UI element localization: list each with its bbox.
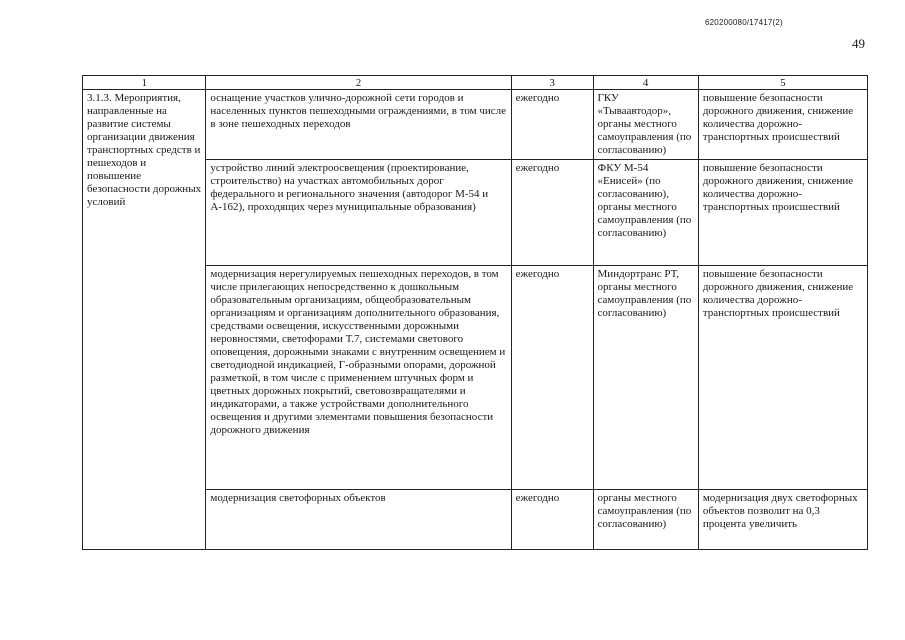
measure-text: модернизация нерегулируемых пешеходных переходов, в том числе прилегающих непосредственно к дошкольным образовательным организациям, общеобразовательным организациям и организациям дополнительного образования, средствами освещения, искусственными дорожными неровностями, светофорами Т.7, системами светового оповещения, дорожными знаками с внутренним освещением и светодиодной индикацией, Г-образными опорами, дорожной разметкой, в том числе с применением штучных форм и цветных дорожных покрытий, световозвращателями и индикаторами, а также устройствами дополнительного освещения и другими элементами повышения безопасности дорожного движения: [210, 268, 506, 436]
column-number-5: 5: [698, 76, 867, 90]
column-number-row: [83, 76, 868, 90]
result-text: повышение безопасности дорожного движения, снижение количества дорожно-транспортных происшествий: [702, 268, 854, 319]
measure-text: модернизация светофорных объектов: [210, 492, 386, 504]
responsible-text: Миндортранс РТ, органы местного самоуправления (по согласованию): [597, 268, 692, 319]
column-number-3: 3: [511, 76, 593, 90]
responsible-cell: [593, 490, 698, 550]
measure-text: устройство линий электроосвещения (проектирование, строительство) на участках автомобильных дорог федерального и регионального значения (автодорог М-54 и А-162), проходящих через муниципальные образования): [210, 162, 489, 213]
period-text: ежегодно: [515, 492, 560, 504]
responsible-text: органы местного самоуправления (по согласованию): [597, 492, 692, 530]
section-label-cell: [83, 90, 206, 550]
period-text: ежегодно: [515, 268, 560, 280]
column-number-4: 4: [593, 76, 698, 90]
document-number: 620200080/17417(2): [705, 18, 783, 27]
period-text: ежегодно: [515, 162, 560, 174]
period-cell: [511, 490, 593, 550]
result-cell: [698, 266, 867, 490]
responsible-cell: [593, 90, 698, 160]
responsible-text: ФКУ М-54 «Енисей» (по согласованию), органы местного самоуправления (по согласованию): [597, 162, 692, 239]
period-text: ежегодно: [515, 92, 560, 104]
responsible-cell: [593, 266, 698, 490]
measures-table: [82, 75, 868, 550]
period-cell: [511, 266, 593, 490]
page-number: 49: [852, 36, 865, 51]
measure-cell: [206, 266, 511, 490]
section-label: 3.1.3. Мероприятия, направленные на развитие системы организации движения транспортных средств и пешеходов и повышение безопасности дорожных условий: [87, 92, 202, 208]
result-cell: [698, 160, 867, 266]
result-cell: [698, 90, 867, 160]
result-text: повышение безопасности дорожного движения, снижение количества дорожно-транспортных происшествий: [702, 92, 854, 143]
column-number-2: 2: [206, 76, 511, 90]
measure-cell: [206, 490, 511, 550]
table-row: [83, 90, 868, 160]
result-text: модернизация двух светофорных объектов позволит на 0,3 процента увеличить: [702, 492, 858, 530]
column-number-1: 1: [83, 76, 206, 90]
period-cell: [511, 90, 593, 160]
measure-text: оснащение участков улично-дорожной сети городов и населенных пунктов пешеходными ограждениями, в том числе в зоне пешеходных переходов: [210, 92, 507, 130]
responsible-text: ГКУ «Тываавтодор», органы местного самоуправления (по согласованию): [597, 92, 692, 156]
measure-cell: [206, 90, 511, 160]
measure-cell: [206, 160, 511, 266]
responsible-cell: [593, 160, 698, 266]
period-cell: [511, 160, 593, 266]
result-text: повышение безопасности дорожного движения, снижение количества дорожно-транспортных происшествий: [702, 162, 854, 213]
result-cell: [698, 490, 867, 550]
